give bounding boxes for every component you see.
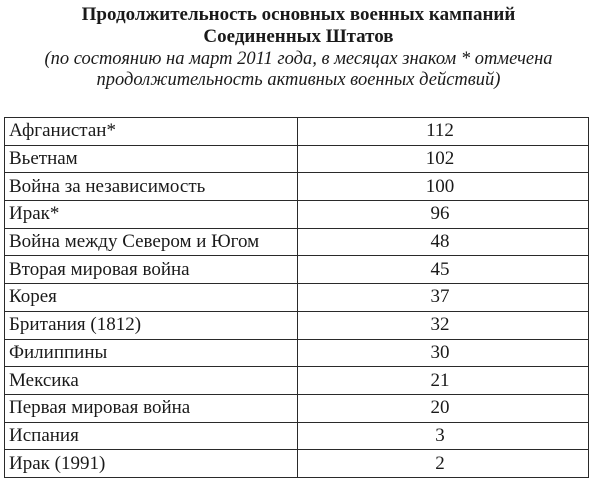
table-row xyxy=(5,118,589,146)
campaign-duration: 37 xyxy=(298,284,589,312)
campaign-name: Вторая мировая война xyxy=(5,256,298,284)
campaign-name: Мексика xyxy=(5,367,298,395)
campaign-duration: 100 xyxy=(298,173,589,201)
table-row xyxy=(5,284,589,312)
document-subtitle xyxy=(0,49,597,91)
campaign-duration: 30 xyxy=(298,339,589,367)
campaigns-table xyxy=(4,117,589,478)
campaign-duration: 102 xyxy=(298,145,589,173)
subtitle-line-1: (по состоянию на март 2011 года, в месяцах знаком * отмечена xyxy=(44,49,553,69)
campaign-name: Филиппины xyxy=(5,339,298,367)
table-row xyxy=(5,311,589,339)
campaign-name: Корея xyxy=(5,284,298,312)
campaign-duration: 32 xyxy=(298,311,589,339)
campaign-duration: 21 xyxy=(298,367,589,395)
subtitle-line-2: продолжительность активных военных действий) xyxy=(96,70,501,90)
campaign-duration: 3 xyxy=(298,422,589,450)
table-row xyxy=(5,201,589,229)
table-row xyxy=(5,256,589,284)
table-row xyxy=(5,394,589,422)
table-row xyxy=(5,145,589,173)
campaign-duration: 96 xyxy=(298,201,589,229)
table-row xyxy=(5,339,589,367)
campaigns-table-body xyxy=(5,118,589,478)
title-line-1: Продолжительность основных военных кампаний xyxy=(81,4,516,25)
table-row xyxy=(5,367,589,395)
table-row xyxy=(5,450,589,478)
table-row xyxy=(5,422,589,450)
document-title xyxy=(0,4,597,48)
table-row xyxy=(5,228,589,256)
campaign-name: Афганистан* xyxy=(5,118,298,146)
campaign-duration: 45 xyxy=(298,256,589,284)
campaign-name: Ирак (1991) xyxy=(5,450,298,478)
campaign-duration: 112 xyxy=(298,118,589,146)
document-header xyxy=(0,4,597,91)
campaign-name: Испания xyxy=(5,422,298,450)
campaign-name: Война за независимость xyxy=(5,173,298,201)
campaign-duration: 48 xyxy=(298,228,589,256)
campaign-name: Первая мировая война xyxy=(5,394,298,422)
table-row xyxy=(5,173,589,201)
campaign-name: Вьетнам xyxy=(5,145,298,173)
campaign-name: Британия (1812) xyxy=(5,311,298,339)
campaign-duration: 2 xyxy=(298,450,589,478)
campaign-name: Ирак* xyxy=(5,201,298,229)
campaign-duration: 20 xyxy=(298,394,589,422)
title-line-2: Соединенных Штатов xyxy=(203,26,394,47)
campaign-name: Война между Севером и Югом xyxy=(5,228,298,256)
